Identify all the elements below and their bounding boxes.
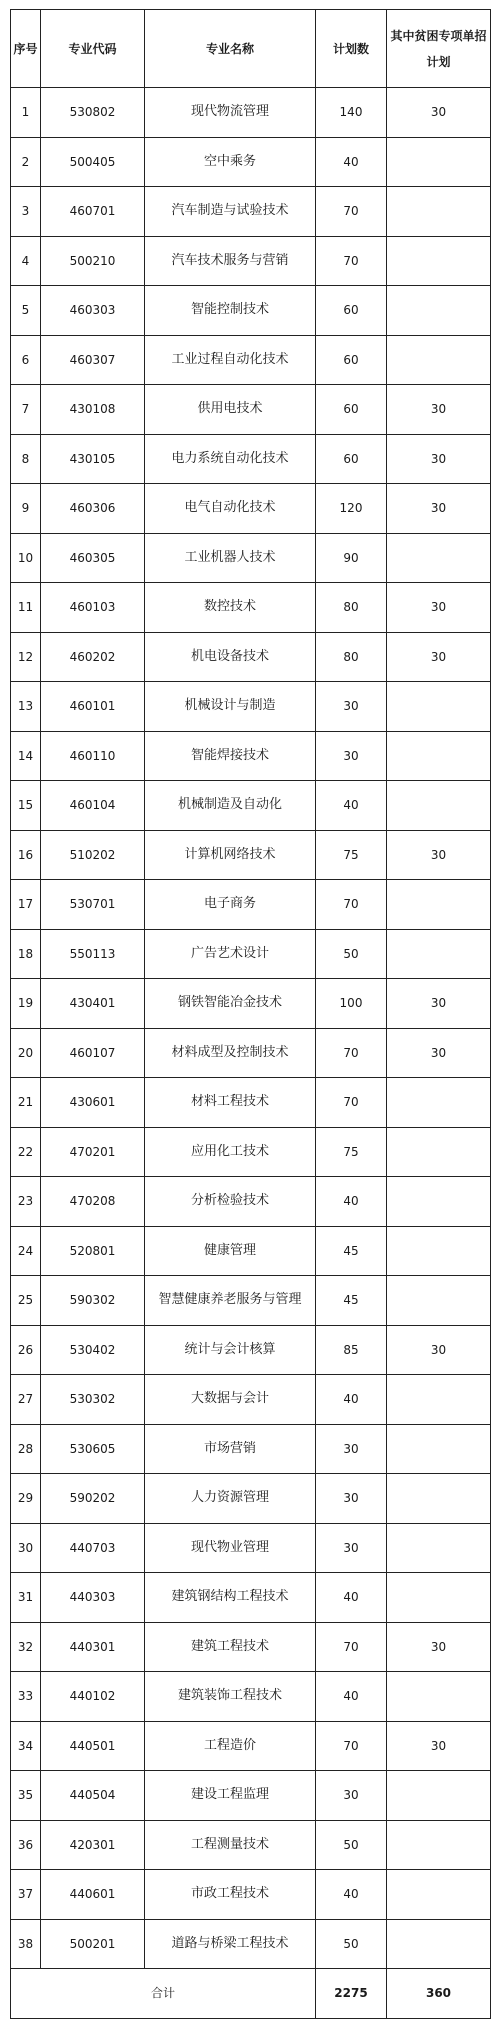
cell-plan: 90: [316, 533, 387, 583]
table-row: [11, 979, 491, 1029]
cell-seq: 33: [11, 1672, 41, 1722]
cell-name: 材料成型及控制技术: [145, 1028, 316, 1078]
cell-code: 500201: [41, 1919, 145, 1969]
cell-plan: 70: [316, 1721, 387, 1771]
cell-code: 530605: [41, 1424, 145, 1474]
cell-name: 建筑钢结构工程技术: [145, 1573, 316, 1623]
table-row: [11, 880, 491, 930]
cell-poor: [387, 1078, 491, 1128]
cell-seq: 23: [11, 1177, 41, 1227]
cell-poor: 30: [387, 1028, 491, 1078]
cell-seq: 17: [11, 880, 41, 930]
total-label: 合计: [11, 1969, 316, 2019]
cell-seq: 16: [11, 830, 41, 880]
cell-plan: 30: [316, 1424, 387, 1474]
table-row: [11, 1325, 491, 1375]
cell-code: 460306: [41, 484, 145, 534]
cell-name: 电力系统自动化技术: [145, 434, 316, 484]
cell-plan: 50: [316, 1820, 387, 1870]
cell-poor: [387, 335, 491, 385]
table-row: [11, 1424, 491, 1474]
table-row: [11, 1474, 491, 1524]
cell-code: 590302: [41, 1276, 145, 1326]
total-row: [11, 1969, 491, 2019]
cell-seq: 26: [11, 1325, 41, 1375]
cell-seq: 36: [11, 1820, 41, 1870]
cell-code: 430108: [41, 385, 145, 435]
cell-poor: [387, 929, 491, 979]
cell-name: 机电设备技术: [145, 632, 316, 682]
cell-name: 空中乘务: [145, 137, 316, 187]
cell-plan: 60: [316, 385, 387, 435]
table-row: [11, 682, 491, 732]
cell-code: 420301: [41, 1820, 145, 1870]
cell-name: 汽车制造与试验技术: [145, 187, 316, 237]
cell-name: 道路与桥梁工程技术: [145, 1919, 316, 1969]
cell-name: 钢铁智能冶金技术: [145, 979, 316, 1029]
cell-code: 440703: [41, 1523, 145, 1573]
cell-seq: 34: [11, 1721, 41, 1771]
cell-poor: 30: [387, 88, 491, 138]
cell-plan: 120: [316, 484, 387, 534]
cell-poor: 30: [387, 385, 491, 435]
cell-seq: 8: [11, 434, 41, 484]
cell-plan: 75: [316, 1127, 387, 1177]
table-row: [11, 1771, 491, 1821]
cell-seq: 20: [11, 1028, 41, 1078]
cell-code: 460202: [41, 632, 145, 682]
cell-plan: 70: [316, 880, 387, 930]
cell-name: 市政工程技术: [145, 1870, 316, 1920]
cell-name: 广告艺术设计: [145, 929, 316, 979]
cell-seq: 38: [11, 1919, 41, 1969]
cell-plan: 80: [316, 583, 387, 633]
cell-seq: 24: [11, 1226, 41, 1276]
table-row: [11, 434, 491, 484]
cell-plan: 60: [316, 286, 387, 336]
cell-plan: 30: [316, 1474, 387, 1524]
cell-code: 510202: [41, 830, 145, 880]
cell-seq: 22: [11, 1127, 41, 1177]
cell-name: 分析检验技术: [145, 1177, 316, 1227]
cell-seq: 29: [11, 1474, 41, 1524]
cell-poor: [387, 1870, 491, 1920]
cell-seq: 1: [11, 88, 41, 138]
cell-code: 460103: [41, 583, 145, 633]
cell-plan: 40: [316, 1573, 387, 1623]
cell-code: 460307: [41, 335, 145, 385]
cell-poor: [387, 1672, 491, 1722]
cell-seq: 5: [11, 286, 41, 336]
cell-poor: [387, 1226, 491, 1276]
cell-code: 460107: [41, 1028, 145, 1078]
header-name: 专业名称: [145, 10, 316, 88]
cell-plan: 85: [316, 1325, 387, 1375]
cell-plan: 100: [316, 979, 387, 1029]
cell-name: 市场营销: [145, 1424, 316, 1474]
cell-seq: 2: [11, 137, 41, 187]
cell-poor: [387, 137, 491, 187]
cell-plan: 80: [316, 632, 387, 682]
cell-poor: 30: [387, 1622, 491, 1672]
table-row: [11, 385, 491, 435]
cell-seq: 13: [11, 682, 41, 732]
cell-poor: 30: [387, 1325, 491, 1375]
cell-seq: 30: [11, 1523, 41, 1573]
cell-code: 530302: [41, 1375, 145, 1425]
cell-name: 工业过程自动化技术: [145, 335, 316, 385]
table-row: [11, 1672, 491, 1722]
cell-plan: 40: [316, 1672, 387, 1722]
cell-code: 500210: [41, 236, 145, 286]
cell-poor: [387, 533, 491, 583]
table-row: [11, 830, 491, 880]
cell-code: 550113: [41, 929, 145, 979]
cell-name: 建筑工程技术: [145, 1622, 316, 1672]
header-poor: 其中贫困专项单招计划: [387, 10, 491, 88]
table-row: [11, 286, 491, 336]
cell-poor: 30: [387, 484, 491, 534]
cell-poor: [387, 1919, 491, 1969]
header-seq: 序号: [11, 10, 41, 88]
cell-plan: 75: [316, 830, 387, 880]
cell-code: 460101: [41, 682, 145, 732]
table-row: [11, 1276, 491, 1326]
cell-seq: 15: [11, 781, 41, 831]
cell-name: 供用电技术: [145, 385, 316, 435]
cell-poor: [387, 1276, 491, 1326]
cell-code: 460305: [41, 533, 145, 583]
cell-poor: [387, 187, 491, 237]
cell-seq: 21: [11, 1078, 41, 1128]
cell-name: 智能焊接技术: [145, 731, 316, 781]
cell-name: 大数据与会计: [145, 1375, 316, 1425]
table-row: [11, 1127, 491, 1177]
cell-code: 440301: [41, 1622, 145, 1672]
table-row: [11, 484, 491, 534]
cell-code: 470208: [41, 1177, 145, 1227]
table-row: [11, 1573, 491, 1623]
cell-name: 建设工程监理: [145, 1771, 316, 1821]
cell-name: 材料工程技术: [145, 1078, 316, 1128]
table-header-row: [11, 10, 491, 88]
cell-code: 430601: [41, 1078, 145, 1128]
table-row: [11, 187, 491, 237]
table-row: [11, 335, 491, 385]
table-row: [11, 533, 491, 583]
table-row: [11, 1721, 491, 1771]
cell-code: 520801: [41, 1226, 145, 1276]
cell-plan: 70: [316, 1622, 387, 1672]
cell-poor: [387, 1375, 491, 1425]
cell-plan: 30: [316, 731, 387, 781]
cell-plan: 70: [316, 1078, 387, 1128]
cell-code: 440601: [41, 1870, 145, 1920]
cell-name: 智慧健康养老服务与管理: [145, 1276, 316, 1326]
cell-plan: 50: [316, 929, 387, 979]
cell-name: 工程造价: [145, 1721, 316, 1771]
cell-plan: 45: [316, 1276, 387, 1326]
cell-seq: 35: [11, 1771, 41, 1821]
cell-plan: 140: [316, 88, 387, 138]
cell-seq: 14: [11, 731, 41, 781]
cell-poor: [387, 781, 491, 831]
cell-seq: 6: [11, 335, 41, 385]
cell-poor: [387, 1573, 491, 1623]
cell-poor: [387, 880, 491, 930]
table-row: [11, 731, 491, 781]
table-row: [11, 1177, 491, 1227]
table-row: [11, 1375, 491, 1425]
cell-code: 530802: [41, 88, 145, 138]
cell-plan: 60: [316, 434, 387, 484]
cell-name: 工业机器人技术: [145, 533, 316, 583]
cell-seq: 19: [11, 979, 41, 1029]
cell-poor: [387, 1523, 491, 1573]
cell-plan: 50: [316, 1919, 387, 1969]
total-plan: 2275: [316, 1969, 387, 2019]
cell-seq: 37: [11, 1870, 41, 1920]
table-row: [11, 88, 491, 138]
cell-name: 机械设计与制造: [145, 682, 316, 732]
cell-plan: 40: [316, 781, 387, 831]
cell-code: 470201: [41, 1127, 145, 1177]
cell-plan: 30: [316, 682, 387, 732]
cell-poor: 30: [387, 1721, 491, 1771]
cell-name: 现代物业管理: [145, 1523, 316, 1573]
cell-name: 数控技术: [145, 583, 316, 633]
cell-name: 建筑装饰工程技术: [145, 1672, 316, 1722]
cell-code: 460303: [41, 286, 145, 336]
total-poor: 360: [387, 1969, 491, 2019]
cell-seq: 4: [11, 236, 41, 286]
header-plan: 计划数: [316, 10, 387, 88]
cell-poor: 30: [387, 830, 491, 880]
cell-name: 计算机网络技术: [145, 830, 316, 880]
cell-poor: 30: [387, 979, 491, 1029]
cell-name: 机械制造及自动化: [145, 781, 316, 831]
cell-seq: 3: [11, 187, 41, 237]
cell-poor: 30: [387, 583, 491, 633]
table-row: [11, 1028, 491, 1078]
cell-plan: 70: [316, 187, 387, 237]
table-body: [11, 88, 491, 1969]
table-row: [11, 781, 491, 831]
header-code: 专业代码: [41, 10, 145, 88]
cell-plan: 30: [316, 1771, 387, 1821]
cell-plan: 40: [316, 1177, 387, 1227]
table-row: [11, 1919, 491, 1969]
table-row: [11, 236, 491, 286]
cell-code: 590202: [41, 1474, 145, 1524]
cell-code: 440303: [41, 1573, 145, 1623]
cell-code: 460104: [41, 781, 145, 831]
cell-plan: 70: [316, 1028, 387, 1078]
cell-seq: 9: [11, 484, 41, 534]
enrollment-plan-table: [10, 9, 491, 2019]
table-row: [11, 1523, 491, 1573]
table-row: [11, 929, 491, 979]
table-row: [11, 583, 491, 633]
cell-seq: 32: [11, 1622, 41, 1672]
cell-seq: 7: [11, 385, 41, 435]
cell-poor: [387, 731, 491, 781]
cell-code: 440501: [41, 1721, 145, 1771]
cell-name: 应用化工技术: [145, 1127, 316, 1177]
cell-poor: [387, 1424, 491, 1474]
cell-plan: 40: [316, 137, 387, 187]
cell-poor: [387, 1771, 491, 1821]
cell-seq: 28: [11, 1424, 41, 1474]
cell-name: 统计与会计核算: [145, 1325, 316, 1375]
cell-seq: 12: [11, 632, 41, 682]
cell-seq: 27: [11, 1375, 41, 1425]
cell-name: 电气自动化技术: [145, 484, 316, 534]
table-row: [11, 1870, 491, 1920]
cell-seq: 10: [11, 533, 41, 583]
cell-seq: 11: [11, 583, 41, 633]
cell-name: 智能控制技术: [145, 286, 316, 336]
cell-code: 430105: [41, 434, 145, 484]
cell-poor: [387, 1820, 491, 1870]
cell-name: 现代物流管理: [145, 88, 316, 138]
table-row: [11, 1820, 491, 1870]
cell-plan: 70: [316, 236, 387, 286]
table-row: [11, 632, 491, 682]
cell-plan: 60: [316, 335, 387, 385]
cell-poor: [387, 682, 491, 732]
cell-plan: 30: [316, 1523, 387, 1573]
cell-name: 人力资源管理: [145, 1474, 316, 1524]
table-row: [11, 1078, 491, 1128]
cell-name: 健康管理: [145, 1226, 316, 1276]
cell-poor: [387, 1177, 491, 1227]
cell-poor: [387, 286, 491, 336]
cell-code: 460701: [41, 187, 145, 237]
cell-poor: 30: [387, 434, 491, 484]
cell-code: 430401: [41, 979, 145, 1029]
cell-poor: [387, 1127, 491, 1177]
cell-seq: 31: [11, 1573, 41, 1623]
cell-plan: 45: [316, 1226, 387, 1276]
table-row: [11, 137, 491, 187]
cell-code: 440102: [41, 1672, 145, 1722]
cell-name: 工程测量技术: [145, 1820, 316, 1870]
table-row: [11, 1226, 491, 1276]
cell-poor: [387, 236, 491, 286]
cell-name: 电子商务: [145, 880, 316, 930]
cell-code: 500405: [41, 137, 145, 187]
cell-poor: [387, 1474, 491, 1524]
cell-code: 530701: [41, 880, 145, 930]
cell-plan: 40: [316, 1375, 387, 1425]
cell-name: 汽车技术服务与营销: [145, 236, 316, 286]
cell-code: 440504: [41, 1771, 145, 1821]
cell-plan: 40: [316, 1870, 387, 1920]
cell-code: 460110: [41, 731, 145, 781]
cell-seq: 25: [11, 1276, 41, 1326]
cell-code: 530402: [41, 1325, 145, 1375]
table-row: [11, 1622, 491, 1672]
cell-poor: 30: [387, 632, 491, 682]
cell-seq: 18: [11, 929, 41, 979]
